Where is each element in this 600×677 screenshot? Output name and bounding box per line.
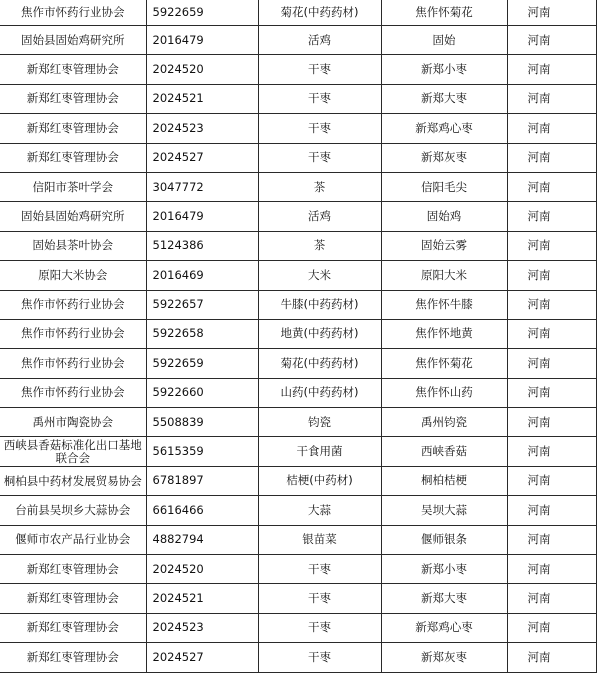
product-cell: 银苗菜 [258, 525, 381, 554]
association-cell: 台前县吴坝乡大蒜协会 [0, 496, 146, 525]
product-cell: 活鸡 [258, 26, 381, 55]
association-cell: 禹州市陶瓷协会 [0, 408, 146, 437]
table-row [0, 261, 596, 290]
product-cell: 干枣 [258, 143, 381, 172]
association-cell: 焦作市怀药行业协会 [0, 0, 146, 26]
table-row [0, 114, 596, 143]
province-cell: 河南 [507, 613, 596, 642]
product-cell: 干枣 [258, 584, 381, 613]
association-cell: 原阳大米协会 [0, 261, 146, 290]
product-name-cell: 固始 [381, 26, 507, 55]
product-cell: 活鸡 [258, 202, 381, 231]
registration-number-cell: 5922658 [146, 319, 258, 348]
product-name-cell: 新郑大枣 [381, 84, 507, 113]
product-cell: 大蒜 [258, 496, 381, 525]
table-row [0, 408, 596, 437]
product-name-cell: 新郑灰枣 [381, 143, 507, 172]
product-name-cell: 吴坝大蒜 [381, 496, 507, 525]
association-cell: 新郑红枣管理协会 [0, 143, 146, 172]
registration-number-cell: 2024520 [146, 55, 258, 84]
product-cell: 桔梗(中药材) [258, 466, 381, 495]
registration-number-cell: 2024520 [146, 555, 258, 584]
province-cell: 河南 [507, 261, 596, 290]
table-row [0, 555, 596, 584]
product-name-cell: 固始鸡 [381, 202, 507, 231]
province-cell: 河南 [507, 525, 596, 554]
table-row [0, 437, 596, 466]
province-cell: 河南 [507, 378, 596, 407]
product-cell: 干枣 [258, 114, 381, 143]
registration-number-cell: 5124386 [146, 231, 258, 260]
product-cell: 干食用菌 [258, 437, 381, 466]
registration-number-cell: 5615359 [146, 437, 258, 466]
product-name-cell: 焦作怀地黄 [381, 319, 507, 348]
registration-number-cell: 2016469 [146, 261, 258, 290]
association-cell: 新郑红枣管理协会 [0, 555, 146, 584]
product-name-cell: 桐柏桔梗 [381, 466, 507, 495]
product-cell: 干枣 [258, 643, 381, 672]
province-cell: 河南 [507, 319, 596, 348]
registration-number-cell: 5508839 [146, 408, 258, 437]
association-cell: 桐柏县中药材发展贸易协会 [0, 466, 146, 495]
registration-number-cell: 5922660 [146, 378, 258, 407]
product-name-cell: 信阳毛尖 [381, 172, 507, 201]
table-row [0, 0, 596, 26]
table-row [0, 349, 596, 378]
product-name-cell: 焦作怀山药 [381, 378, 507, 407]
province-cell: 河南 [507, 143, 596, 172]
product-name-cell: 固始云雾 [381, 231, 507, 260]
product-cell: 地黄(中药药材) [258, 319, 381, 348]
province-cell: 河南 [507, 202, 596, 231]
province-cell: 河南 [507, 643, 596, 672]
product-cell: 干枣 [258, 84, 381, 113]
product-cell: 菊花(中药药材) [258, 349, 381, 378]
association-cell: 焦作市怀药行业协会 [0, 290, 146, 319]
product-cell: 山药(中药药材) [258, 378, 381, 407]
province-cell: 河南 [507, 584, 596, 613]
product-name-cell: 原阳大米 [381, 261, 507, 290]
table-row [0, 290, 596, 319]
registration-number-cell: 2016479 [146, 202, 258, 231]
table-row [0, 319, 596, 348]
table-row [0, 26, 596, 55]
association-cell: 新郑红枣管理协会 [0, 55, 146, 84]
registration-number-cell: 2024523 [146, 114, 258, 143]
registration-number-cell: 2024527 [146, 643, 258, 672]
province-cell: 河南 [507, 496, 596, 525]
table-row [0, 231, 596, 260]
province-cell: 河南 [507, 290, 596, 319]
province-cell: 河南 [507, 231, 596, 260]
product-cell: 牛膝(中药药材) [258, 290, 381, 319]
registration-number-cell: 3047772 [146, 172, 258, 201]
province-cell: 河南 [507, 84, 596, 113]
product-cell: 干枣 [258, 613, 381, 642]
registration-number-cell: 5922659 [146, 349, 258, 378]
table-row [0, 584, 596, 613]
province-cell: 河南 [507, 55, 596, 84]
table-row [0, 466, 596, 495]
product-cell: 茶 [258, 172, 381, 201]
province-cell: 河南 [507, 114, 596, 143]
province-cell: 河南 [507, 0, 596, 26]
registration-number-cell: 6616466 [146, 496, 258, 525]
table-row [0, 202, 596, 231]
product-name-cell: 焦作怀菊花 [381, 0, 507, 26]
province-cell: 河南 [507, 437, 596, 466]
association-cell: 偃师市农产品行业协会 [0, 525, 146, 554]
registration-number-cell: 5922659 [146, 0, 258, 26]
association-cell: 信阳市茶叶学会 [0, 172, 146, 201]
association-cell: 焦作市怀药行业协会 [0, 319, 146, 348]
table-row [0, 55, 596, 84]
registration-number-cell: 6781897 [146, 466, 258, 495]
association-cell: 西峡县香菇标准化出口基地联合会 [0, 437, 146, 466]
registration-number-cell: 2024523 [146, 613, 258, 642]
registration-number-cell: 2024521 [146, 584, 258, 613]
product-name-cell: 焦作怀牛膝 [381, 290, 507, 319]
table-row [0, 378, 596, 407]
association-cell: 新郑红枣管理协会 [0, 643, 146, 672]
product-cell: 干枣 [258, 555, 381, 584]
association-cell: 新郑红枣管理协会 [0, 584, 146, 613]
product-cell: 干枣 [258, 55, 381, 84]
province-cell: 河南 [507, 26, 596, 55]
product-name-cell: 禹州钧瓷 [381, 408, 507, 437]
province-cell: 河南 [507, 172, 596, 201]
association-cell: 固始县固始鸡研究所 [0, 26, 146, 55]
product-name-cell: 新郑灰枣 [381, 643, 507, 672]
table-row [0, 84, 596, 113]
association-cell: 焦作市怀药行业协会 [0, 349, 146, 378]
association-cell: 新郑红枣管理协会 [0, 114, 146, 143]
product-name-cell: 偃师银条 [381, 525, 507, 554]
registration-number-cell: 2024521 [146, 84, 258, 113]
registration-number-cell: 4882794 [146, 525, 258, 554]
table-row [0, 613, 596, 642]
registration-number-cell: 2024527 [146, 143, 258, 172]
product-name-cell: 新郑大枣 [381, 584, 507, 613]
product-cell: 大米 [258, 261, 381, 290]
province-cell: 河南 [507, 555, 596, 584]
province-cell: 河南 [507, 349, 596, 378]
product-name-cell: 新郑小枣 [381, 555, 507, 584]
table-row [0, 525, 596, 554]
registration-number-cell: 5922657 [146, 290, 258, 319]
table-row [0, 143, 596, 172]
association-cell: 新郑红枣管理协会 [0, 84, 146, 113]
table-row [0, 172, 596, 201]
province-cell: 河南 [507, 408, 596, 437]
product-name-cell: 西峡香菇 [381, 437, 507, 466]
product-cell: 钧瓷 [258, 408, 381, 437]
product-name-cell: 新郑鸡心枣 [381, 114, 507, 143]
association-cell: 固始县固始鸡研究所 [0, 202, 146, 231]
table-row [0, 496, 596, 525]
registration-number-cell: 2016479 [146, 26, 258, 55]
province-cell: 河南 [507, 466, 596, 495]
product-cell: 菊花(中药药材) [258, 0, 381, 26]
product-cell: 茶 [258, 231, 381, 260]
product-name-cell: 焦作怀菊花 [381, 349, 507, 378]
association-cell: 新郑红枣管理协会 [0, 613, 146, 642]
association-cell: 焦作市怀药行业协会 [0, 378, 146, 407]
product-name-cell: 新郑鸡心枣 [381, 613, 507, 642]
product-name-cell: 新郑小枣 [381, 55, 507, 84]
association-cell: 固始县茶叶协会 [0, 231, 146, 260]
table-row [0, 643, 596, 672]
